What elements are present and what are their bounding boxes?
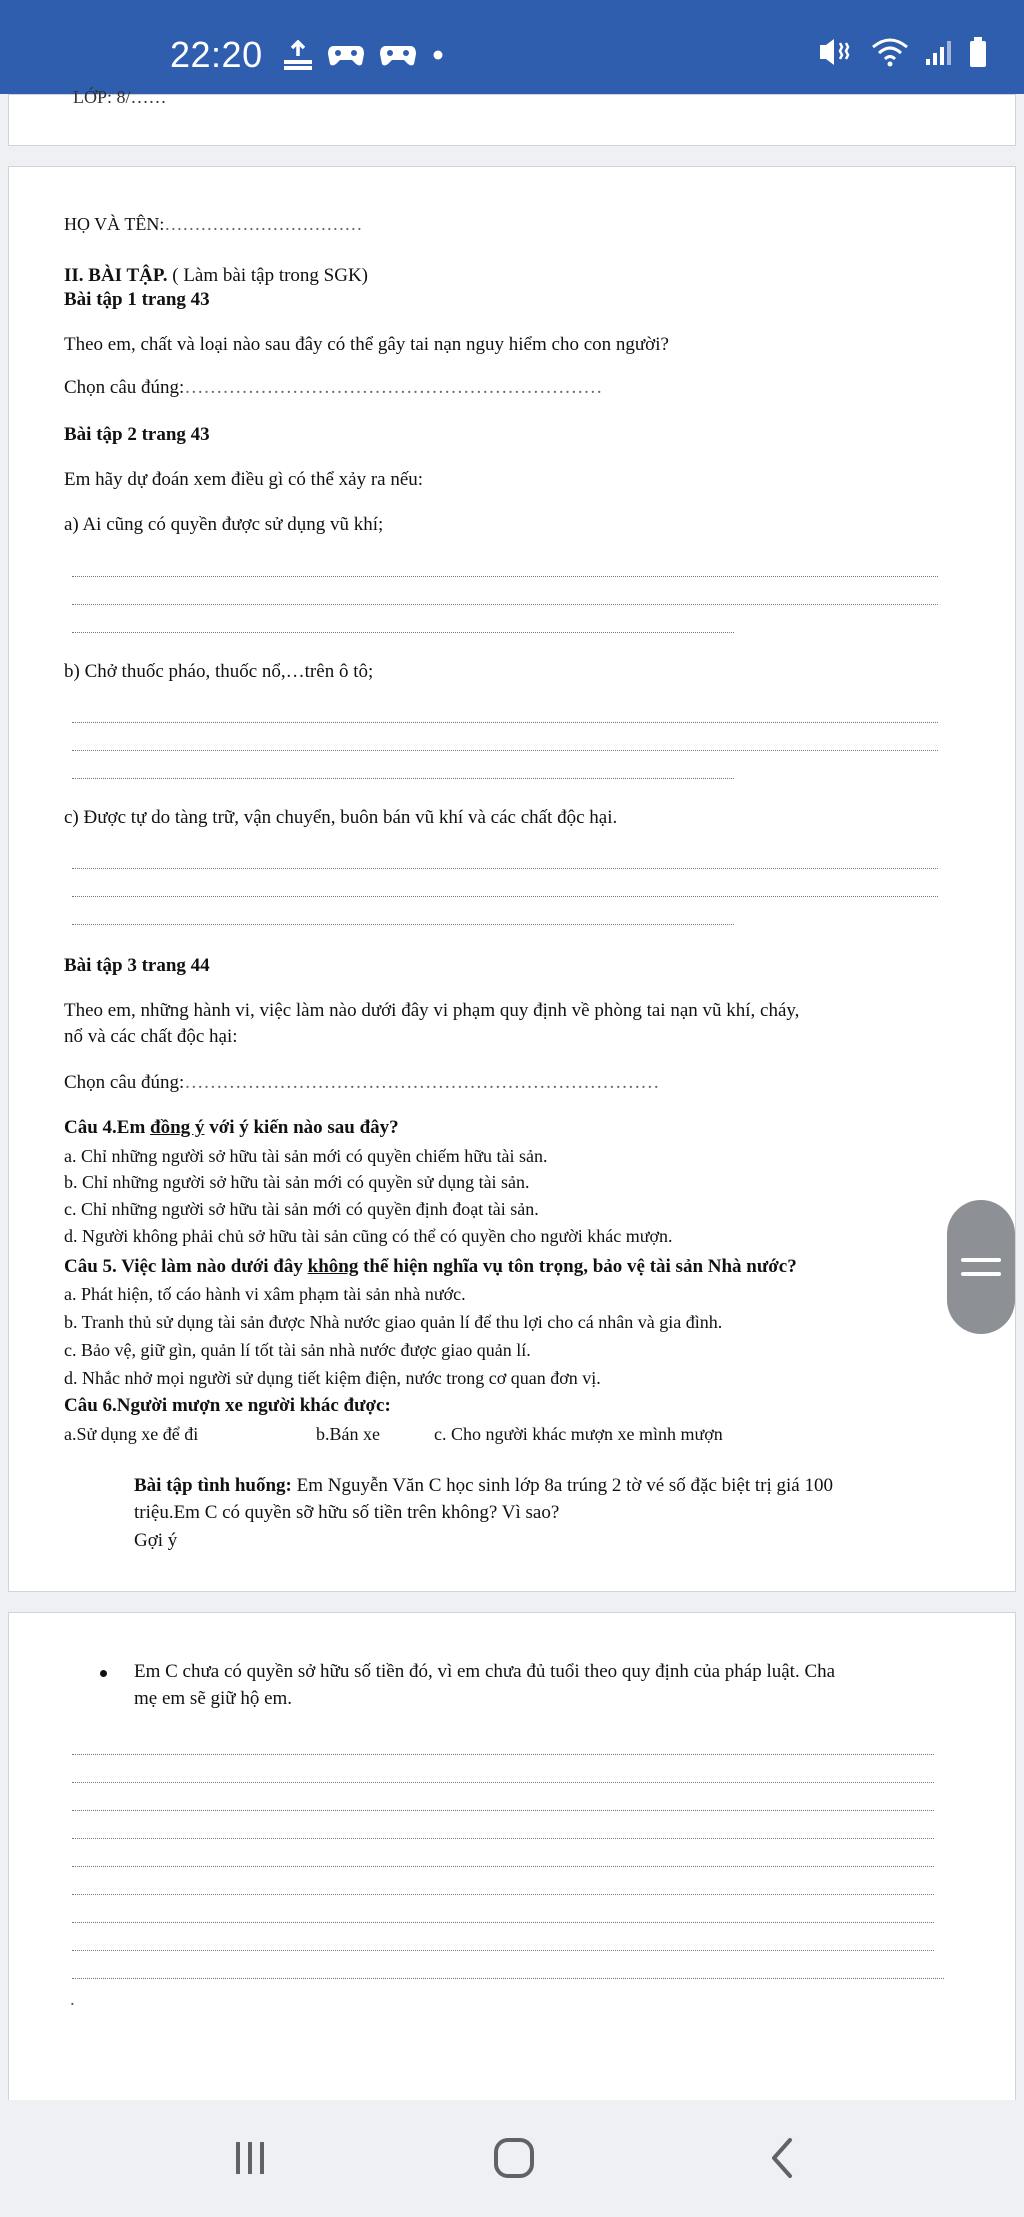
question-4-option-a: a. Chỉ những người sở hữu tài sản mới có quyền chiếm hữu tài sản.	[64, 1146, 548, 1166]
back-button[interactable]	[742, 2130, 822, 2186]
hint-bullet-line1: Em C chưa có quyền sở hữu số tiền đó, vì em chưa đủ tuổi theo quy định của pháp luật. Cha	[134, 1661, 836, 1682]
question-4-prefix: Câu 4.Em	[64, 1117, 151, 1138]
question-5-prefix: Câu 5. Việc làm nào dưới đây	[64, 1256, 308, 1277]
bullet-icon	[100, 1670, 107, 1677]
answer-dotted-line	[72, 722, 938, 723]
answer-dotted-line	[72, 778, 734, 779]
question-5-option-a: a. Phát hiện, tố cáo hành vi xâm phạm tài sản nhà nước.	[64, 1284, 466, 1304]
recent-apps-icon	[230, 2138, 270, 2178]
document-page-previous	[8, 87, 1016, 146]
name-line	[64, 212, 362, 236]
home-button[interactable]	[474, 2130, 554, 2186]
fast-scroll-handle[interactable]	[947, 1200, 1015, 1334]
question-4-option-d: d. Người không phải chủ sở hữu tài sản cũng có thể có quyền cho người khác mượn.	[64, 1226, 673, 1246]
question-4-underlined: đồng ý	[150, 1117, 205, 1138]
scroll-handle-grip	[961, 1272, 1001, 1276]
name-dots: ……………………………	[164, 214, 363, 234]
situation-line2: triệu.Em C có quyền sỡ hữu số tiền trên không? Vì sao?	[134, 1502, 560, 1523]
exercise-2-title: Bài tập 2 trang 43	[64, 424, 210, 445]
exercise-2-item-c: c) Được tự do tàng trữ, vận chuyển, buôn bán vũ khí và các chất độc hại.	[64, 807, 618, 828]
section-heading	[64, 264, 368, 288]
situation-text-1: Em Nguyễn Văn C học sinh lớp 8a trúng 2 tờ vé số đặc biệt trị giá 100	[291, 1475, 833, 1496]
name-label: HỌ VÀ TÊN:	[64, 214, 165, 234]
hint-bullet-line2: mẹ em sẽ giữ hộ em.	[134, 1688, 293, 1709]
exercise-1-title: Bài tập 1 trang 43	[64, 289, 210, 310]
exercise-1-answer-dots: …………………………………………………………	[184, 377, 603, 398]
section-title: II. BÀI TẬP.	[64, 265, 168, 286]
gamepad-icon	[326, 42, 366, 68]
question-5-option-d: d. Nhắc nhở mọi người sử dụng tiết kiệm điện, nước trong cơ quan đơn vị.	[64, 1368, 601, 1388]
status-left-icons	[282, 40, 446, 70]
battery-icon	[968, 36, 988, 68]
gamepad-icon	[378, 42, 418, 68]
status-right-icons	[816, 36, 988, 68]
mute-vibrate-icon	[816, 37, 856, 67]
answer-dotted-line	[72, 750, 938, 751]
answer-dotted-line	[72, 576, 938, 577]
answer-dotted-line	[72, 1754, 934, 1755]
answer-dotted-line	[72, 896, 938, 897]
answer-dotted-line	[72, 632, 734, 633]
dot-icon	[430, 47, 446, 63]
answer-dotted-line	[72, 1978, 944, 1979]
exercise-3-answer-label: Chọn câu đúng:	[64, 1072, 185, 1093]
answer-dotted-line	[72, 1950, 934, 1951]
question-5-option-c: c. Bảo vệ, giữ gìn, quản lí tốt tài sản nhà nước được giao quản lí.	[64, 1340, 531, 1360]
question-4-suffix: với ý kiến nào sau đây?	[204, 1117, 399, 1138]
class-label-tail: LỚP: 8/……	[73, 87, 167, 107]
section-note: ( Làm bài tập trong SGK)	[167, 265, 369, 286]
question-5-title	[64, 1255, 797, 1279]
question-6-option-b: b.Bán xe	[316, 1424, 380, 1444]
exercise-3-question-line2: nổ và các chất độc hại:	[64, 1026, 238, 1047]
answer-dotted-line	[72, 1838, 934, 1839]
answer-dotted-line	[72, 868, 938, 869]
question-5-suffix: thể hiện nghĩa vụ tôn trọng, bảo vệ tài sản Nhà nước?	[358, 1256, 797, 1277]
home-icon	[491, 2135, 537, 2181]
back-icon	[762, 2136, 802, 2180]
exercise-2-item-b: b) Chở thuốc pháo, thuốc nổ,…trên ô tô;	[64, 661, 374, 682]
question-4-option-b: b. Chỉ những người sở hữu tài sản mới có quyền sử dụng tài sản.	[64, 1172, 530, 1192]
navigation-bar	[0, 2100, 1024, 2217]
exercise-3-answer-line	[64, 1071, 659, 1095]
exercise-3-answer-dots: …………………………………………………………………	[184, 1072, 660, 1093]
exercise-3-title: Bài tập 3 trang 44	[64, 955, 210, 976]
question-5-underlined: không	[307, 1256, 359, 1277]
trailing-mark: .	[70, 1989, 75, 2010]
answer-dotted-line	[72, 1866, 934, 1867]
exercise-1-answer-label: Chọn câu đúng:	[64, 377, 185, 398]
upload-tray-icon	[282, 40, 314, 70]
answer-dotted-line	[72, 1810, 934, 1811]
status-bar	[0, 0, 1024, 94]
exercise-2-intro: Em hãy dự đoán xem điều gì có thể xảy ra nếu:	[64, 469, 424, 490]
question-6-option-c: c. Cho người khác mượn xe mình mượn	[434, 1424, 723, 1444]
answer-dotted-line	[72, 604, 938, 605]
question-6-option-a: a.Sử dụng xe để đi	[64, 1424, 199, 1444]
situation-label: Bài tập tình huống:	[134, 1475, 292, 1496]
document-page-next	[8, 1612, 1016, 2102]
question-4-option-c: c. Chỉ những người sở hữu tài sản mới có quyền định đoạt tài sản.	[64, 1199, 539, 1219]
recent-apps-button[interactable]	[210, 2130, 290, 2186]
answer-dotted-line	[72, 1922, 934, 1923]
question-6-title: Câu 6.Người mượn xe người khác được:	[64, 1395, 391, 1416]
question-5-option-b: b. Tranh thủ sử dụng tài sản được Nhà nước giao quản lí để thu lợi cho cá nhân và gia đình.	[64, 1312, 723, 1332]
scroll-handle-grip	[961, 1258, 1001, 1262]
situation-line1	[134, 1474, 833, 1498]
exercise-3-question-line1: Theo em, những hành vi, việc làm nào dưới đây vi phạm quy định về phòng tai nạn vũ khí, cháy,	[64, 1000, 800, 1021]
exercise-2-item-a: a) Ai cũng có quyền được sử dụng vũ khí;	[64, 514, 384, 535]
signal-icon	[924, 37, 954, 67]
answer-dotted-line	[72, 1782, 934, 1783]
status-time: 22:20	[170, 34, 263, 75]
answer-dotted-line	[72, 1894, 934, 1895]
hint-label: Gợi ý	[134, 1530, 178, 1551]
question-4-title	[64, 1116, 399, 1140]
wifi-icon	[870, 37, 910, 67]
answer-dotted-line	[72, 924, 734, 925]
exercise-1-question: Theo em, chất và loại nào sau đây có thể gây tai nạn nguy hiểm cho con người?	[64, 334, 669, 355]
exercise-1-answer-line	[64, 376, 602, 400]
